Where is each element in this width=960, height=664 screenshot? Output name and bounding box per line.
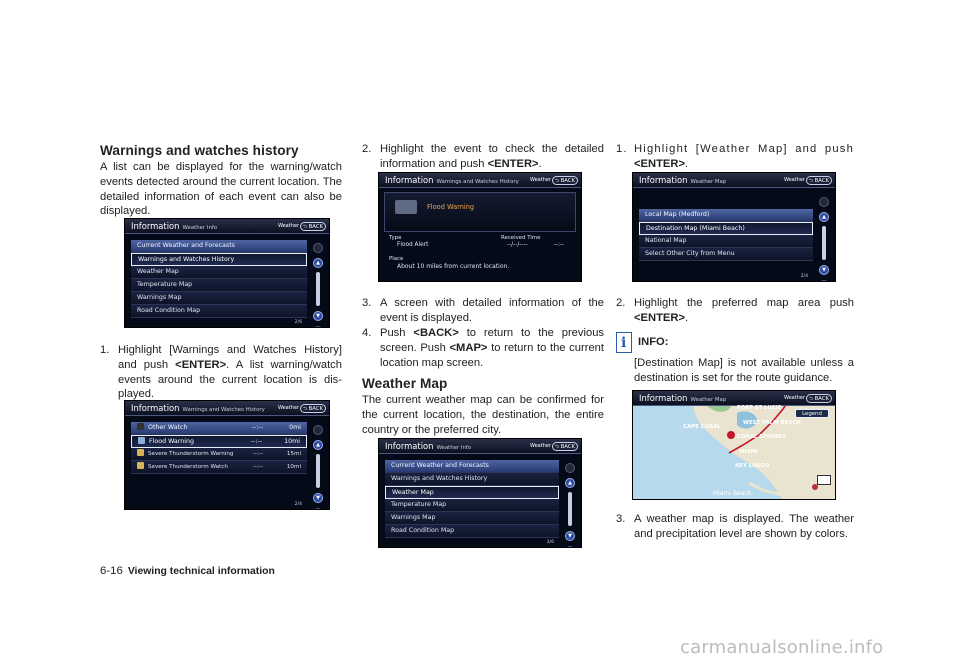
step-text: Highlight the event to check the detailed information and push xyxy=(380,143,604,170)
scroll-top-icon[interactable] xyxy=(313,425,323,435)
page-indicator: 2/4 xyxy=(800,273,808,279)
legend-button[interactable]: Legend xyxy=(795,409,829,418)
place-value: About 10 miles from current location. xyxy=(397,263,510,270)
page-footer xyxy=(100,564,275,579)
key-enter: <ENTER> xyxy=(634,311,685,324)
menu-item-temperature-map[interactable]: Temperature Map xyxy=(385,499,559,512)
page-indicator: 3/6 xyxy=(546,539,554,545)
menu-item-current-weather[interactable]: Current Weather and Forecasts xyxy=(385,460,559,473)
city-fort-st-lucie: FORT ST LUCIE xyxy=(737,405,782,411)
scroll-rail[interactable] xyxy=(311,238,325,319)
step-text: A screen with detailed information of the event is displayed. xyxy=(380,297,604,324)
step-number: 3. xyxy=(362,297,372,309)
scroll-rail[interactable] xyxy=(311,420,325,501)
place-label: Place xyxy=(389,256,404,262)
step-text: . xyxy=(538,157,542,170)
info-text: [Destination Map] is not available unless a destination is set for the route guidance. xyxy=(634,357,854,384)
screen-weather-info-2 xyxy=(378,438,582,548)
menu-item-weather-map[interactable]: Weather Map xyxy=(385,486,559,499)
info-label: INFO: xyxy=(638,336,669,349)
screen-title: Information Weather Info xyxy=(385,441,472,451)
step-text: to return to the current location map screen. xyxy=(380,341,604,369)
warning-row[interactable]: Flood Warning --:-- 10mi xyxy=(131,435,307,448)
screen-warnings-history xyxy=(124,400,330,510)
received-time: --:-- xyxy=(554,242,565,248)
menu-item-local-map[interactable]: Local Map (Medford) xyxy=(639,209,813,222)
key-map: <MAP> xyxy=(449,341,488,354)
event-title: Flood Warning xyxy=(427,203,475,211)
scroll-track[interactable] xyxy=(568,492,572,526)
back-button[interactable]: ⮌ BACK xyxy=(300,222,326,231)
screen-subtitle: Warnings and Watches History xyxy=(436,179,519,185)
step-number: 1. xyxy=(100,344,110,356)
menu-item-weather-map[interactable]: Weather Map xyxy=(131,266,307,279)
screen-title: Information Warnings and Watches History xyxy=(131,403,265,413)
back-button[interactable]: ⮌ BACK xyxy=(806,394,832,403)
step-number: 2. xyxy=(616,297,626,309)
back-button[interactable]: ⮌ BACK xyxy=(552,442,578,451)
screen-weather-info xyxy=(124,218,330,328)
scroll-track[interactable] xyxy=(822,226,826,260)
step-2 xyxy=(362,142,604,172)
menu-list xyxy=(639,209,813,261)
step-text: to return to the previous screen. Push xyxy=(380,327,605,354)
footer-title: Viewing technical information xyxy=(127,566,275,577)
step-number: 2. xyxy=(362,143,372,155)
scroll-top-icon[interactable] xyxy=(819,197,829,207)
type-value: Flood Alert xyxy=(397,242,429,248)
scroll-rail[interactable] xyxy=(563,458,577,539)
scroll-rail[interactable] xyxy=(817,192,831,273)
page-indicator: 2/6 xyxy=(294,319,302,325)
section-heading-weather-map: Weather Map xyxy=(362,376,448,391)
step-text: A weather map is displayed. The weather and precipitation level are shown by colors. xyxy=(634,513,854,540)
menu-item-road-condition-map[interactable]: Road Condition Map xyxy=(385,525,559,538)
step-text: Highlight the preferred map area push xyxy=(634,297,854,309)
menu-item-temperature-map[interactable]: Temperature Map xyxy=(131,279,307,292)
zoom-icon[interactable] xyxy=(817,475,831,485)
scroll-track[interactable] xyxy=(316,454,320,488)
screen-title: Information Weather Map xyxy=(639,393,727,403)
weather-label[interactable]: Weather xyxy=(277,223,299,229)
menu-list xyxy=(131,240,307,318)
warning-row[interactable]: Severe Thunderstorm Warning --:-- 15mi xyxy=(131,448,307,461)
screen-title: Information Weather Info xyxy=(131,221,218,231)
back-button[interactable]: ⮌ BACK xyxy=(806,176,832,185)
step-text: Push xyxy=(380,327,414,339)
menu-item-select-city[interactable]: Select Other City from Menu xyxy=(639,248,813,261)
step-text: . xyxy=(684,311,689,324)
step-1-weather xyxy=(616,142,854,172)
scroll-down-icon[interactable]: ▼ xyxy=(313,311,323,321)
step-2-weather xyxy=(616,296,854,326)
screen-subtitle: Weather Info xyxy=(182,225,218,231)
warning-row[interactable]: Severe Thunderstorm Watch --:-- 10mi xyxy=(131,461,307,474)
screen-subtitle: Weather Info xyxy=(436,445,472,451)
key-enter: <ENTER> xyxy=(175,358,227,371)
city-key-largo: KEY LARGO xyxy=(735,463,770,469)
menu-list xyxy=(385,460,559,538)
back-button[interactable]: ⮌ BACK xyxy=(300,404,326,413)
watermark: carmanualsonline.info xyxy=(680,637,884,658)
warnings-intro: A list can be displayed for the warning/watch events detected around the current location. The detailed information of each event can also be displayed. xyxy=(100,161,342,218)
map-location-label: Miami Beach xyxy=(713,490,752,498)
city-miami: MIAMI xyxy=(739,449,758,455)
section-heading-warnings: Warnings and watches history xyxy=(100,143,299,158)
screen-subtitle: Weather Map xyxy=(690,397,727,403)
received-value: --/--/---- xyxy=(507,242,528,248)
city-west-palm-beach: WEST PALM BEACH xyxy=(743,420,801,426)
screen-title: Information Weather Map xyxy=(639,175,727,185)
page-indicator: 2/4 xyxy=(294,501,302,507)
step-text: Highlight [Weather Map] and push xyxy=(634,143,854,155)
scroll-up-icon[interactable]: ▲ xyxy=(819,212,829,222)
screen-weather-map xyxy=(632,390,836,500)
menu-item-warnings-map[interactable]: Warnings Map xyxy=(385,512,559,525)
menu-item-national-map[interactable]: National Map xyxy=(639,235,813,248)
warning-row[interactable]: Other Watch --:-- 0mi xyxy=(131,422,307,435)
page-number: 6-16 xyxy=(100,565,123,577)
scroll-bottom-icon[interactable] xyxy=(565,546,575,548)
location-marker xyxy=(727,431,735,439)
key-back: <BACK> xyxy=(413,327,459,339)
weather-label[interactable]: Weather xyxy=(277,405,299,411)
scroll-bottom-icon[interactable] xyxy=(819,280,829,282)
key-enter: <ENTER> xyxy=(634,157,685,170)
flood-icon xyxy=(138,437,145,444)
scroll-up-icon[interactable]: ▲ xyxy=(313,258,323,268)
step-3-weather xyxy=(616,512,854,542)
scroll-bottom-icon[interactable] xyxy=(313,326,323,328)
city-cape-coral: CAPE CORAL xyxy=(683,424,721,430)
info-icon xyxy=(616,332,632,353)
type-label: Type xyxy=(389,235,402,241)
scroll-down-icon[interactable]: ▼ xyxy=(313,493,323,503)
step-text: . A list warning/watch events around the current location is dis-played. xyxy=(118,358,342,401)
step-text: Highlight [Warnings and Watches History] and push xyxy=(118,344,342,371)
weather-label[interactable]: Weather xyxy=(529,177,551,183)
back-button[interactable]: ⮌ BACK xyxy=(552,176,578,185)
received-label: Received Time xyxy=(501,235,541,241)
weather-map-intro: The current weather map can be confirmed for the current location, the destination, the entire country or the preferred city. xyxy=(362,394,604,436)
scroll-up-icon[interactable]: ▲ xyxy=(565,478,575,488)
menu-item-warnings-map[interactable]: Warnings Map xyxy=(131,292,307,305)
info-block xyxy=(616,332,854,386)
step-text: . xyxy=(684,157,690,170)
step-1 xyxy=(100,343,342,402)
step-3 xyxy=(362,296,604,326)
weather-label[interactable]: Weather xyxy=(783,177,805,183)
menu-item-current-weather[interactable]: Current Weather and Forecasts xyxy=(131,240,307,253)
key-enter: <ENTER> xyxy=(487,157,539,170)
screen-event-detail xyxy=(378,172,582,282)
city-coral-springs: CORAL SPRINGS xyxy=(737,434,786,440)
scroll-top-icon[interactable] xyxy=(565,463,575,473)
menu-item-warnings-history[interactable]: Warnings and Watches History xyxy=(131,253,307,266)
scroll-down-icon[interactable]: ▼ xyxy=(819,265,829,275)
scroll-up-icon[interactable]: ▲ xyxy=(313,440,323,450)
step-number: 1. xyxy=(616,143,628,155)
screen-subtitle: Weather Map xyxy=(690,179,727,185)
step-4 xyxy=(362,326,604,370)
watch-icon xyxy=(137,423,144,430)
scroll-track[interactable] xyxy=(316,272,320,306)
scroll-down-icon[interactable]: ▼ xyxy=(565,531,575,541)
scroll-top-icon[interactable] xyxy=(313,243,323,253)
warnings-list xyxy=(131,422,307,474)
scroll-bottom-icon[interactable] xyxy=(313,508,323,510)
thunderstorm-icon xyxy=(137,449,144,456)
menu-item-road-condition-map[interactable]: Road Condition Map xyxy=(131,305,307,318)
menu-item-warnings-history[interactable]: Warnings and Watches History xyxy=(385,473,559,486)
thunderstorm-icon xyxy=(137,462,144,469)
event-header xyxy=(384,192,576,232)
screen-subtitle: Warnings and Watches History xyxy=(182,407,265,413)
weather-label[interactable]: Weather xyxy=(783,395,805,401)
step-number: 3. xyxy=(616,513,626,525)
weather-label[interactable]: Weather xyxy=(529,443,551,449)
screen-weather-map-menu xyxy=(632,172,836,282)
menu-item-destination-map[interactable]: Destination Map (Miami Beach) xyxy=(639,222,813,235)
screen-title: Information Warnings and Watches History xyxy=(385,175,519,185)
step-number: 4. xyxy=(362,327,372,339)
weather-map-image[interactable] xyxy=(633,391,836,500)
event-icon xyxy=(395,200,417,214)
